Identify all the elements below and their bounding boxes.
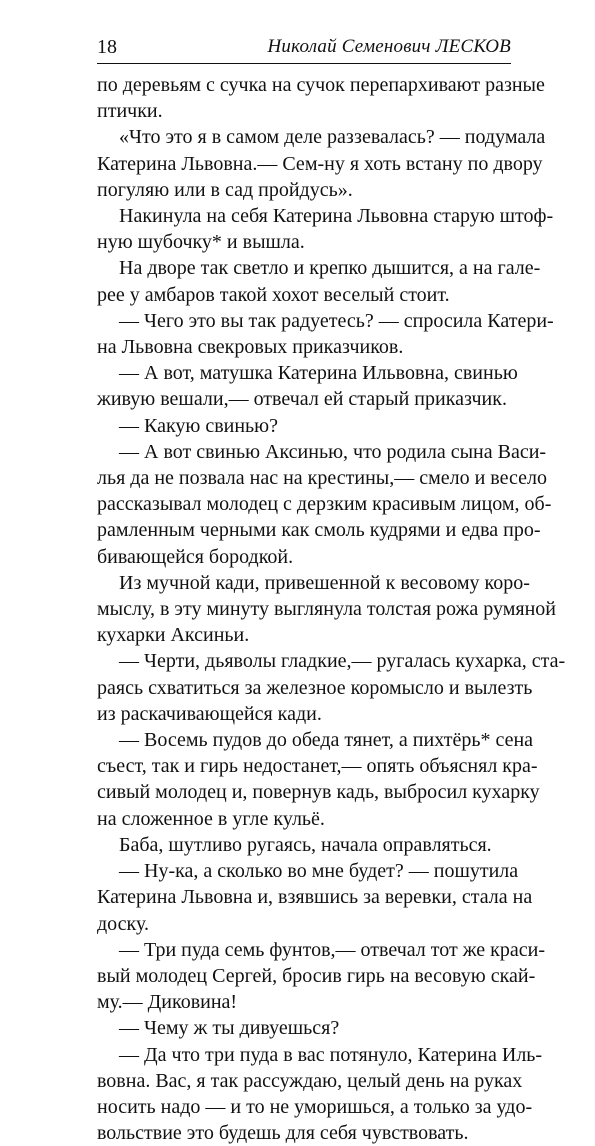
text-line: вый молодец Сергей, бросив гирь на весовую скай-	[97, 964, 536, 987]
text-line: Накинула на себя Катерина Львовна старую штоф-	[119, 205, 554, 228]
text-line: раясь схватиться за железное коромысло и вылезть	[97, 676, 533, 699]
paragraph	[97, 360, 518, 412]
paragraph	[97, 1015, 511, 1041]
text-line: сивый молодец и, повернув кадь, выбросил кухарку	[97, 781, 540, 804]
text-line: На дворе так светло и крепко дышится, а на гале-	[119, 257, 541, 280]
text-line: носить надо — и то не уморишься, а только за удо-	[97, 1095, 533, 1118]
paragraph	[97, 413, 511, 439]
text-line: съест, так и гирь недостанет,— опять объяснял кра-	[97, 755, 538, 778]
text-line: погуляю или в сад пройдусь».	[97, 178, 353, 201]
paragraph	[97, 937, 546, 1016]
paragraph	[97, 308, 554, 360]
paragraph	[97, 1042, 543, 1146]
page-header	[97, 30, 511, 60]
running-head: Николай Семенович ЛЕСКОВ	[267, 36, 511, 57]
book-page	[97, 30, 566, 1145]
text-line: рассказывал молодец с дерзким красивым лицом, об-	[97, 493, 552, 516]
text-line: — Чего это вы так радуетесь? — спросила Катери-	[119, 309, 554, 332]
paragraph	[97, 439, 552, 570]
paragraph	[97, 255, 541, 307]
text-line: птички.	[97, 100, 163, 123]
text-line: доску.	[97, 912, 149, 935]
text-line: — Черти, дьяволы гладкие,— ругалась кухарка, ста-	[119, 650, 566, 673]
text-line: вольствие это будешь для себя чувствовать.	[97, 1122, 469, 1145]
text-line: — Ну-ка, а сколько во мне будет? — пошутила	[119, 860, 519, 883]
text-line: — Три пуда семь фунтов,— отвечал тот же краси-	[119, 938, 546, 961]
paragraph	[97, 727, 540, 832]
text-line: Из мучной кади, привешенной к весовому коро-	[119, 571, 530, 594]
body-text	[97, 72, 566, 1146]
text-line: бивающейся бородкой.	[97, 545, 294, 568]
text-line: — А вот, матушка Катерина Ильвовна, свинью	[119, 362, 518, 385]
text-line: Баба, шутливо ругаясь, начала оправляться.	[119, 833, 492, 856]
text-line: по деревьям с сучка на сучок перепархивают разные	[97, 74, 545, 96]
text-line: Катерина Львовна.— Сем-ну я хоть встану по двору	[97, 152, 543, 175]
paragraph	[97, 570, 556, 649]
header-rule	[97, 63, 511, 64]
paragraph	[97, 203, 554, 255]
text-line: му.— Диковина!	[97, 991, 238, 1014]
text-line: — Чему ж ты дивуешься?	[119, 1017, 340, 1040]
text-line: мыслу, в эту минуту выглянула толстая рожа румяной	[97, 598, 556, 621]
paragraph	[97, 72, 545, 124]
text-line: лья да не позвала нас на крестины,— смело и весело	[97, 467, 547, 490]
paragraph	[97, 858, 533, 937]
text-line: — Какую свинью?	[119, 414, 278, 437]
text-line: живую вешали,— отвечал ей старый приказчик.	[97, 388, 507, 411]
text-line: на сложенное в угле кульё.	[97, 807, 325, 830]
text-line: рамленным черными как смоль кудрями и едва про-	[97, 519, 541, 542]
text-line: ную шубочку* и вышла.	[97, 231, 305, 254]
text-line: кухарки Аксиньи.	[97, 624, 250, 647]
paragraph	[97, 124, 546, 203]
text-line: вовна. Вас, я так рассуждаю, целый день на руках	[97, 1069, 523, 1092]
text-line: — Да что три пуда в вас потянуло, Катерина Иль-	[119, 1043, 543, 1066]
page-number: 18	[97, 36, 117, 58]
text-line: — Восемь пудов до обеда тянет, а пихтёрь* сена	[119, 729, 534, 752]
paragraph	[97, 832, 511, 858]
text-line: рее у амбаров такой хохот веселый стоит.	[97, 283, 450, 306]
text-line: «Что это я в самом деле раззевалась? — подумала	[119, 126, 546, 149]
text-line: из раскачивающейся кади.	[97, 702, 322, 725]
text-line: на Львовна свекровых приказчиков.	[97, 336, 404, 359]
text-line: — А вот свинью Аксинью, что родила сына Васи-	[119, 440, 547, 463]
paragraph	[97, 648, 566, 727]
text-line: Катерина Львовна и, взявшись за веревки, стала на	[97, 886, 533, 909]
